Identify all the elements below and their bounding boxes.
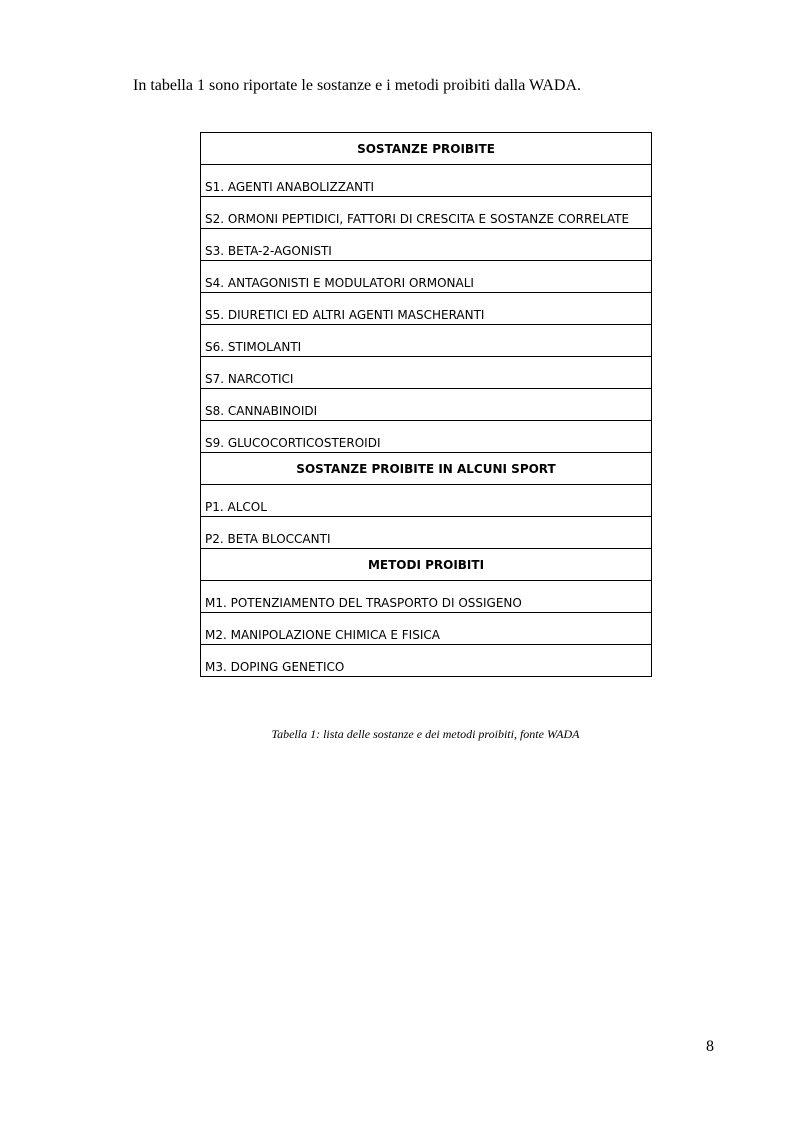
- method-item: M2. MANIPOLAZIONE CHIMICA E FISICA: [201, 613, 652, 645]
- section-header-methods: METODI PROIBITI: [201, 549, 652, 581]
- substance-item: P2. BETA BLOCCANTI: [201, 517, 652, 549]
- section-header-sport-specific: SOSTANZE PROIBITE IN ALCUNI SPORT: [201, 453, 652, 485]
- table-row: [201, 389, 652, 421]
- substance-item: S6. STIMOLANTI: [201, 325, 652, 357]
- table-row: [201, 261, 652, 293]
- table-row: [201, 421, 652, 453]
- intro-paragraph: In tabella 1 sono riportate le sostanze e i metodi proibiti dalla WADA.: [133, 77, 582, 94]
- table-row: [201, 165, 652, 197]
- substance-item: S9. GLUCOCORTICOSTEROIDI: [201, 421, 652, 453]
- table-row: [201, 613, 652, 645]
- table-row: [201, 581, 652, 613]
- table-row: [201, 645, 652, 677]
- substance-item: S4. ANTAGONISTI E MODULATORI ORMONALI: [201, 261, 652, 293]
- table-row: [201, 517, 652, 549]
- table-row-header: [201, 133, 652, 165]
- page-number: 8: [706, 1038, 714, 1055]
- table-row-header: [201, 453, 652, 485]
- table-row: [201, 229, 652, 261]
- table-caption: Tabella 1: lista delle sostanze e dei metodi proibiti, fonte WADA: [271, 727, 580, 741]
- substance-item: S1. AGENTI ANABOLIZZANTI: [201, 165, 652, 197]
- substance-item: S2. ORMONI PEPTIDICI, FATTORI DI CRESCITA E SOSTANZE CORRELATE: [201, 197, 652, 229]
- substance-item: P1. ALCOL: [201, 485, 652, 517]
- substance-item: S8. CANNABINOIDI: [201, 389, 652, 421]
- table-row: [201, 197, 652, 229]
- substance-item: S7. NARCOTICI: [201, 357, 652, 389]
- table-row: [201, 293, 652, 325]
- substance-item: S5. DIURETICI ED ALTRI AGENTI MASCHERANTI: [201, 293, 652, 325]
- method-item: M1. POTENZIAMENTO DEL TRASPORTO DI OSSIGENO: [201, 581, 652, 613]
- prohibited-substances-table: [200, 132, 652, 677]
- section-header-substances: SOSTANZE PROIBITE: [201, 133, 652, 165]
- table-row-header: [201, 549, 652, 581]
- table-row: [201, 357, 652, 389]
- table-row: [201, 325, 652, 357]
- table-row: [201, 485, 652, 517]
- substance-item: S3. BETA-2-AGONISTI: [201, 229, 652, 261]
- method-item: M3. DOPING GENETICO: [201, 645, 652, 677]
